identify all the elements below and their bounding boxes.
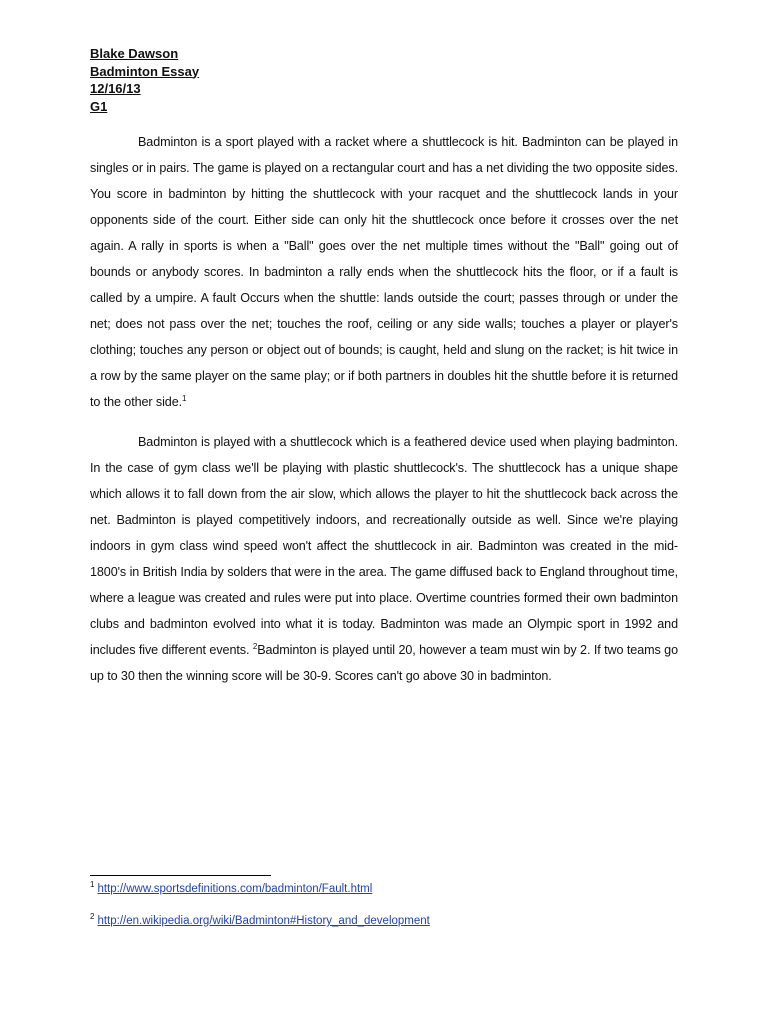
paragraph-2-body-end: Badminton is played until 20, however a team must win by 2. If two teams go up to 30 then the winning score will be 30-9. Scores can't go above 30 in badminton. bbox=[90, 643, 678, 683]
author-name: Blake Dawson bbox=[90, 46, 179, 61]
footnote-ref-2: 2 bbox=[252, 641, 258, 651]
paragraph-2 bbox=[90, 429, 678, 689]
paragraph-1 bbox=[90, 129, 678, 415]
footnote-divider bbox=[90, 875, 271, 876]
footnote-1 bbox=[90, 881, 372, 897]
footnote-2 bbox=[90, 913, 430, 929]
essay-date: 12/16/13 bbox=[90, 81, 141, 96]
footnote-1-link[interactable]: http://www.sportsdefinitions.com/badminton/Fault.html bbox=[97, 883, 373, 895]
footnote-ref-1: 1 bbox=[182, 393, 187, 403]
footnote-2-link[interactable]: http://en.wikipedia.org/wiki/Badminton#History_and_development bbox=[97, 915, 430, 927]
class-period: G1 bbox=[90, 98, 108, 114]
essay-title: Badminton Essay bbox=[90, 63, 200, 79]
essay-header bbox=[90, 45, 199, 115]
footnote-1-number: 1 bbox=[90, 880, 95, 890]
paragraph-1-text bbox=[90, 129, 678, 415]
paragraph-1-body: Badminton is a sport played with a racket where a shuttlecock is hit. Badminton can be played in singles or in pairs. The game is played on a rectangular court and has a net dividing the two opposite sides. You score in badminton by hitting the shuttlecock with your racquet and the shuttlecock lands in your opponents side of the court. Either side can only hit the shuttlecock once before it crosses over the net again. A rally in sports is when a "Ball" goes over the net multiple times without the "Ball" going out of bounds or anybody scores. In badminton a rally ends when the shuttlecock hits the floor, or if a fault is called by a umpire. A fault Occurs when the shuttle: lands outside the court; passes through or under the net; does not pass over the net; touches the roof, ceiling or any side walls; touches a player or player's clothing; touches any person or object out of bounds; is caught, held and slung on the racket; is hit twice in a row by the same player on the same play; or if both partners in doubles hit the shuttle before it is returned to the other side. bbox=[90, 135, 678, 409]
paragraph-2-body-start: Badminton is played with a shuttlecock which is a feathered device used when playing badminton. In the case of gym class we'll be playing with plastic shuttlecock's. The shuttlecock has a unique shape which allows it to fall down from the air slow, which allows the player to hit the shuttlecock back across the net. Badminton is played competitively indoors, and recreationally outside as well. Since we're playing indoors in gym class wind speed won't affect the shuttlecock in air. Badminton was created in the mid-1800's in British India by solders that were in the area. The game diffused back to England throughout time, where a league was created and rules were put into place. Overtime countries formed their own badminton clubs and badminton evolved into what it is today. Badminton was made an Olympic sport in 1992 and includes five different events. bbox=[90, 435, 678, 657]
footnote-2-number: 2 bbox=[90, 912, 95, 922]
paragraph-2-text bbox=[90, 429, 678, 689]
